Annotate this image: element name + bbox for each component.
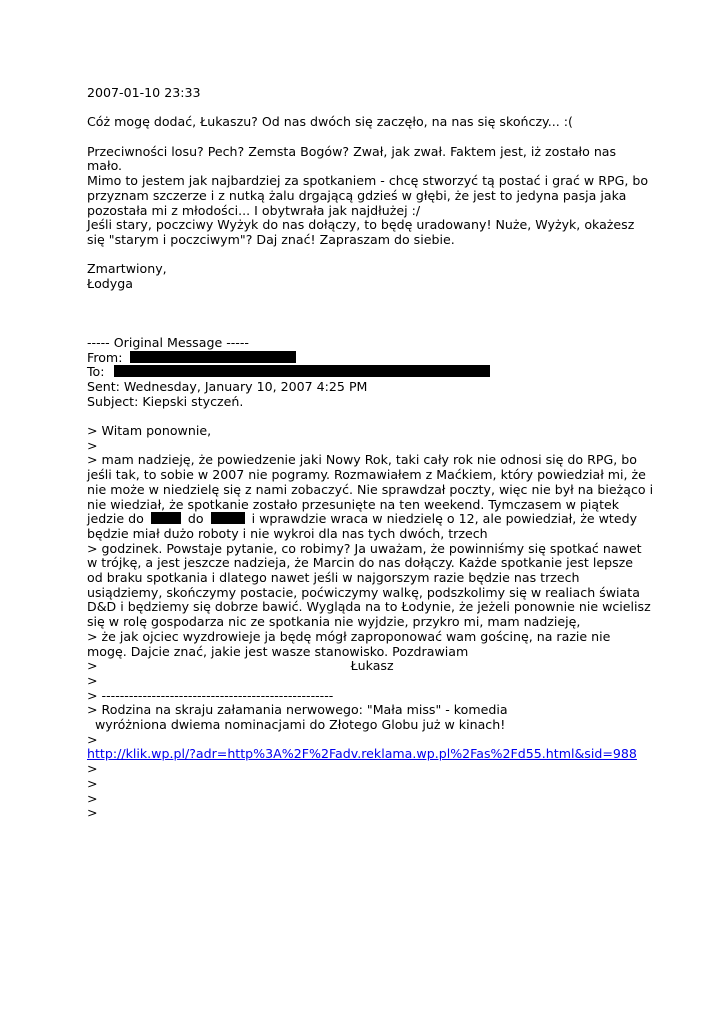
reply-line: Jeśli stary, poczciwy Wyżyk do nas dołączy, to będę uradowany! Nuże, Wyżyk, okażesz: [87, 217, 635, 233]
quoted-ad: wyróżniona dwiema nominacjami do Złotego Globu już w kinach!: [87, 717, 506, 733]
ad-link[interactable]: http://klik.wp.pl/?adr=http%3A%2F%2Fadv.reklama.wp.pl%2Fas%2Fd55.html&sid=988: [87, 746, 637, 762]
reply-line: się "starym i poczciwym"? Daj znać! Zapraszam do siebie.: [87, 232, 455, 247]
reply-signoff: Zmartwiony,: [87, 261, 167, 277]
original-separator: ----- Original Message -----: [87, 334, 249, 350]
subject-line: Subject: Kiepski styczeń.: [87, 393, 244, 409]
quoted-line: > godzinek. Powstaje pytanie, co robimy? Ja uważam, że powinniśmy się spotkać nawet: [87, 540, 642, 556]
quoted-signature: Łukasz: [350, 658, 394, 674]
redacted-place: [151, 512, 181, 524]
quoted-ad: > Rodzina na skraju załamania nerwowego: "Mała miss" - komedia: [87, 702, 508, 718]
quoted-line: się w rolę gospodarza nic ze spotkania nie wyjdzie, przykro mi, mam nadzieję,: [87, 614, 581, 630]
quoted-signature-line: [87, 659, 647, 674]
quoted-line: usiądziemy, skończymy postacie, poćwiczymy walkę, podszkolimy się w realiach świata: [87, 584, 640, 600]
quoted-blank: >: [87, 672, 98, 688]
quoted-blank: >: [87, 775, 98, 791]
quoted-text: jedzie do: [87, 511, 144, 527]
to-line: [87, 365, 647, 380]
ad-link-line: [87, 747, 647, 762]
quoted-line: w trójkę, a jest jeszcze nadzieja, że Marcin do nas dołączy. Każde spotkanie jest lepsze: [87, 555, 633, 571]
quoted-text: i wprawdzie wraca w niedzielę o 12, ale powiedział, że wtedy: [251, 511, 638, 527]
quoted-line: > mam nadzieję, że powiedzenie jaki Nowy Rok, taki cały rok nie odnosi się do RPG, bo: [87, 452, 637, 468]
sent-line: Sent: Wednesday, January 10, 2007 4:25 PM: [87, 378, 368, 394]
redacted-place: [211, 512, 245, 524]
quoted-line: od braku spotkania i dlatego nawet jeśli w najgorszym razie będzie nas trzech: [87, 570, 580, 586]
quoted-line: mogę. Dajcie znać, jakie jest wasze stanowisko. Pozdrawiam: [87, 643, 469, 659]
quoted-line: nie wiedział, że spotkanie zostało przesunięte na ten weekend. Tymczasem w piątek: [87, 496, 620, 512]
email-document: [87, 85, 654, 821]
redacted-sender: [130, 351, 296, 363]
quoted-text: do: [187, 511, 204, 527]
quoted-blank: >: [87, 790, 98, 806]
redacted-recipient: [114, 365, 490, 377]
quoted-line-with-redactions: [87, 512, 647, 527]
reply-date: 2007-01-10 23:33: [87, 85, 201, 100]
quote-marker: >: [87, 658, 98, 674]
quoted-line: D&D i będziemy się dobrze bawić. Wygląda na to Łodynie, że jeżeli ponownie nie wcielisz: [87, 599, 651, 615]
quoted-blank: >: [87, 437, 98, 453]
quoted-greeting: > Witam ponownie,: [87, 423, 212, 438]
reply-line: Przeciwności losu? Pech? Zemsta Bogów? Zwał, jak zwał. Faktem jest, iż zostało nas: [87, 143, 617, 159]
quoted-line: nie może w niedzielę się z nami zobaczyć. Nie sprawdzał poczty, więc nie był na bieżąco i: [87, 481, 654, 497]
quoted-line: jeśli tak, to sobie w 2007 nie pogramy. Rozmawiałem z Maćkiem, który powiedział mi, że: [87, 467, 646, 483]
quoted-line: > że jak ojciec wyzdrowieje ja będę mógł zaproponować wam gościnę, na razie nie: [87, 628, 611, 644]
reply-signature: Łodyga: [87, 276, 133, 292]
reply-line: pozostała mi z młodości... I obytwrała jak najdłużej :/: [87, 202, 421, 218]
quoted-line: będzie miał dużo roboty i nie wykroi dla nas tych dwóch, trzech: [87, 525, 488, 541]
reply-line: mało.: [87, 158, 123, 174]
reply-intro: Cóż mogę dodać, Łukaszu? Od nas dwóch się zaczęło, na nas się skończy... :(: [87, 114, 573, 130]
reply-line: Mimo to jestem jak najbardziej za spotkaniem - chcę stworzyć tą postać i grać w RPG, bo: [87, 173, 649, 189]
quoted-blank: >: [87, 731, 98, 747]
quoted-blank: >: [87, 805, 98, 821]
quoted-blank: >: [87, 761, 98, 777]
quoted-rule: > ---------------------------------------------------: [87, 687, 334, 703]
from-label: From:: [87, 349, 123, 365]
to-label: To:: [87, 364, 105, 380]
from-line: [87, 351, 647, 366]
reply-line: przyznam szczerze i z nutką żalu drgającą gdzieś w głębi, że jest to jedyna pasja jaka: [87, 187, 627, 203]
